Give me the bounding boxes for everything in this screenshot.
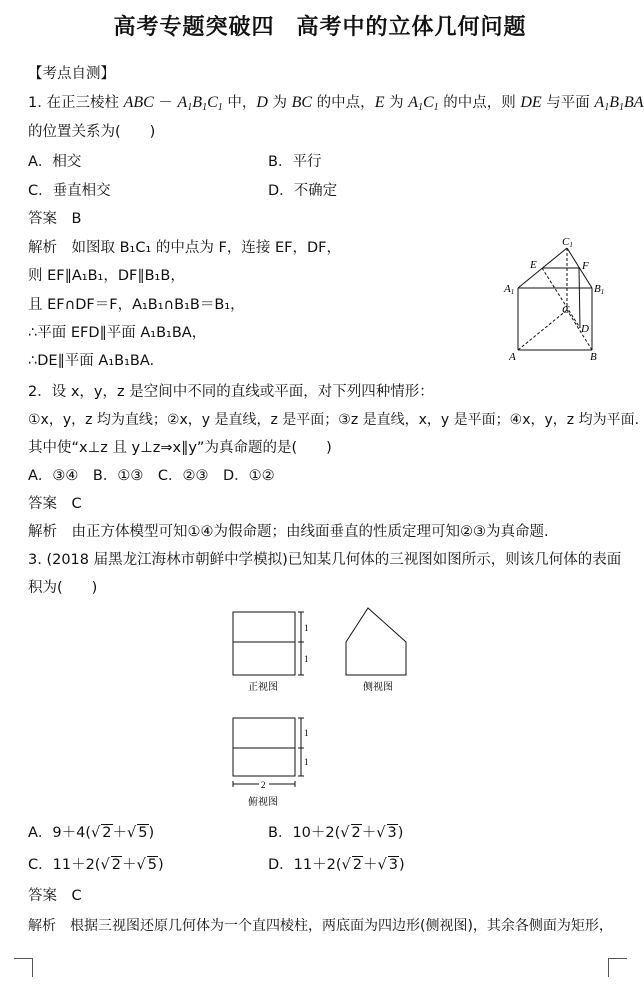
corner-mark-right xyxy=(608,958,627,977)
label-f: F xyxy=(582,260,589,272)
q1-stem-line2: 的位置关系为( ) xyxy=(28,124,156,140)
q3-option-a: A．9＋4(√ 2＋√ 5) xyxy=(28,825,155,841)
corner-mark-left xyxy=(14,958,33,977)
q2-stem-line1: 2．设 x，y，z 是空间中不同的直线或平面，对下列四种情形： xyxy=(28,384,434,400)
q3-option-d: D．11＋2(√ 2＋√ 3) xyxy=(268,857,405,873)
q3-answer: 答案 C xyxy=(28,888,82,904)
title-part-a: 高考专题突破四 xyxy=(113,15,275,40)
title-part-b: 高考中的立体几何问题 xyxy=(296,15,527,40)
q2-stem-line2: ①x，y，z 均为直线；②x，y 是直线，z 是平面；③z 是直线，x，y 是平面；④x，y，z 均为平面. xyxy=(28,412,640,428)
top-view-label: 俯视图 xyxy=(248,797,278,808)
q1-analysis-line1: 解析 如图取 B₁C₁ 的中点为 F，连接 EF，DF， xyxy=(28,240,341,256)
label-b1: B1 xyxy=(594,283,605,296)
front-dim-1: 1 xyxy=(304,623,309,633)
q3-stem-line1: 3. (2018 届黑龙江海林市朝鲜中学模拟)已知某几何体的三视图如图所示，则该几何体的表面 xyxy=(28,552,622,568)
q2-analysis: 解析 由正方体模型可知①④为假命题；由线面垂直的性质定理可知②③为真命题. xyxy=(28,524,549,540)
q3-option-b: B．10＋2(√ 2＋√ 3) xyxy=(268,825,404,841)
front-view-label: 正视图 xyxy=(248,682,278,693)
top-dim-2: 1 xyxy=(304,757,309,767)
q1-answer: 答案 B xyxy=(28,211,82,227)
top-dim-1: 1 xyxy=(304,728,309,738)
q1-analysis-line4: ∴平面 EFD∥平面 A₁B₁BA， xyxy=(28,325,207,341)
section-heading: 【考点自测】 xyxy=(28,66,115,82)
q2-answer: 答案 C xyxy=(28,496,82,512)
q2-options: A．③④ B．①③ C．②③ D．①② xyxy=(28,468,275,484)
q1-option-a: A．相交 xyxy=(28,154,82,170)
q3-three-view-figure xyxy=(220,600,430,812)
q1-analysis-line2: 则 EF∥A₁B₁，DF∥B₁B， xyxy=(28,268,185,284)
front-dim-2: 1 xyxy=(304,654,309,664)
q1-option-d: D．不确定 xyxy=(268,183,338,199)
q3-stem-line2: 积为( ) xyxy=(28,580,98,596)
label-b: B xyxy=(590,351,597,363)
label-a1: A1 xyxy=(504,283,515,296)
top-dim-width: 2 xyxy=(261,780,266,790)
q1-option-b: B．平行 xyxy=(268,154,322,170)
side-view xyxy=(346,608,406,675)
label-d: D xyxy=(581,323,589,335)
label-c: C xyxy=(562,304,570,316)
page-title xyxy=(0,10,640,41)
front-view xyxy=(233,612,304,675)
top-view xyxy=(233,718,304,787)
q1-analysis-line3: 且 EF∩DF＝F，A₁B₁∩B₁B＝B₁， xyxy=(28,297,245,313)
q1-analysis-line5: ∴DE∥平面 A₁B₁BA. xyxy=(28,353,155,369)
label-c1: C1 xyxy=(562,236,573,249)
label-e: E xyxy=(530,259,537,271)
q3-option-c: C．11＋2(√ 2＋√ 5) xyxy=(28,857,164,873)
side-view-label: 侧视图 xyxy=(363,682,393,693)
q2-stem-line3: 其中使“x⊥z 且 y⊥z⇒x∥y”为真命题的是( ) xyxy=(28,440,332,456)
q1-option-c: C．垂直相交 xyxy=(28,183,111,199)
label-a: A xyxy=(509,351,516,363)
q3-analysis: 解析 根据三视图还原几何体为一个直四棱柱，两底面为四边形(侧视图)，其余各侧面为矩形， xyxy=(28,918,613,934)
q1-prism-figure xyxy=(500,232,612,364)
q1-stem-line1: 1. 在正三棱柱 ABC － $A_1B_1C_1$ 中，D 为 BC 的中点，E 为 $A_1C_1$ 的中点，则 DE 与平面 $A_1B_1BA$ xyxy=(28,94,644,113)
